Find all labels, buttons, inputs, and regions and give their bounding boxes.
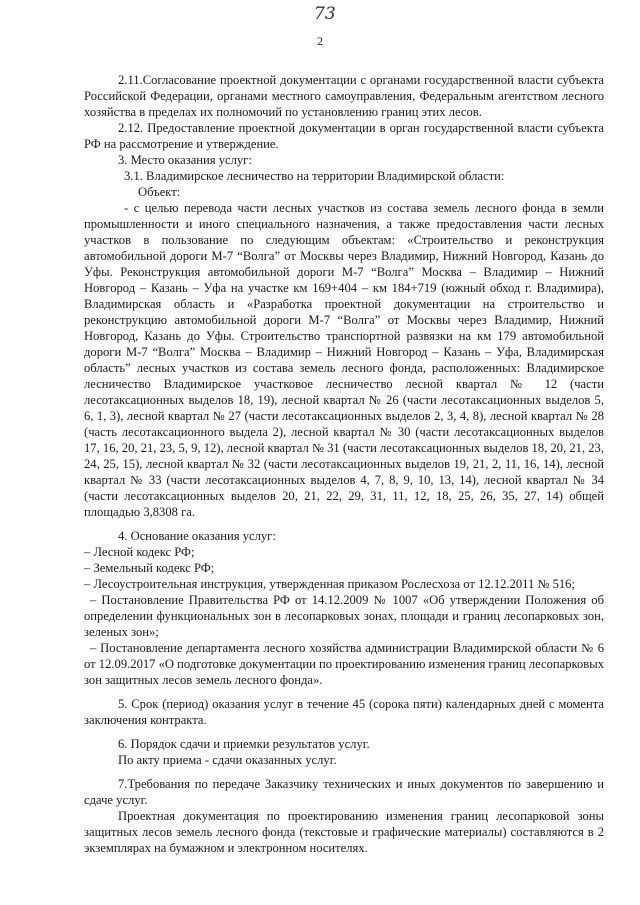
document-body — [84, 72, 604, 856]
section-5: 5. Срок (период) оказания услуг в течение 45 (сорока пяти) календарных дней с момента заключения контракта. — [84, 697, 604, 727]
paragraph-2-12: 2.12. Предоставление проектной документации в орган государственной власти субъекта РФ на рассмотрение и утверждение. — [84, 121, 604, 151]
section-4-heading: 4. Основание оказания услуг: — [118, 529, 276, 543]
paragraph-3-1: 3.1. Владимирское лесничество на территории Владимирской области: — [124, 169, 505, 183]
page-number: 2 — [317, 34, 323, 48]
basis-item-government-decree: – Постановление Правительства РФ от 14.12.2009 № 1007 «Об утверждении Положения об определении функциональных зон в лесопарковых зонах, площади и границ лесопарковых зон, зеленых зон»; — [84, 593, 604, 639]
section-6-text: По акту приема - сдачи оказанных услуг. — [118, 753, 337, 767]
object-label: Объект: — [138, 185, 181, 199]
basis-item-department-decree: – Постановление департамента лесного хозяйства администрации Владимирской области № 6 от 12.09.2017 «О подготовке документации по проектированию изменения границ лесопарковых зон защитных лесов земель лесного фонда». — [84, 641, 604, 687]
basis-item-land-code: – Земельный кодекс РФ; — [84, 561, 215, 575]
paragraph-2-11: 2.11.Согласование проектной документации с органами государственной власти субъекта Российской Федерации, органами местного самоуправления, Федеральным агентством лесного хозяйства в пределах их полномочий по установлению границ этих лесов. — [84, 73, 604, 119]
section-7-heading: 7.Требования по передаче Заказчику технических и иных документов по завершению и сдаче услуг. — [84, 777, 604, 807]
object-description: - с целью перевода части лесных участков из состава земель лесного фонда в земли промышленности и иного специального назначения, а также предоставления части лесных участков в пользование по следующим объектам: «Строительство и реконструкция автомобильной дороги М-7 “Волга” от Москвы через Владимир, Нижний Новгород, Казань до Уфы. Реконструкция автомобильной дороги М-7 “Волга” Москва – Владимир – Нижний Новгород – Казань – Уфа на участке км 169+404 – км 184+719 (южный обход г. Владимира), Владимирская область и «Разработка проектной документации на строительство и реконструкцию автомобильной дороги М-7 “Волга” от Москвы через Владимир, Нижний Новгород, Казань до Уфы. Строительство транспортной развязки на км 179 автомобильной дороги М-7 “Волга” Москва – Владимир – Нижний Новгород – Казань – Уфа, Владимирская область” лесных участков из состава земель лесного фонда, расположенных: Владимирское лесничество Владимирское участковое лесничество лесной квартал № 12 (части лесотаксационных выделов 18, 19), лесной квартал № 26 (части лесотаксационных выделов 5, 6, 1, 3), лесной квартал № 27 (части лесотаксационных выделов 2, 3, 4, 8), лесной квартал № 28 (часть лесотаксационного выдела 2), лесной квартал № 30 (части лесотаксационных выделов 17, 16, 20, 21, 23, 5, 9, 12), лесной квартал № 31 (части лесотаксационных выделов 18, 20, 21, 23, 24, 25, 15), лесной квартал № 32 (части лесотаксационных выделов 19, 21, 2, 11, 16, 14), лесной квартал № 33 (части лесотаксационных выделов 4, 7, 8, 9, 10, 13, 14), лесной квартал № 34 (части лесотаксационных выделов 20, 21, 22, 29, 31, 11, 12, 18, 25, 26, 35, 27, 14) общей площадью 3,8308 га. — [84, 201, 604, 519]
handwritten-page-number: 73 — [314, 4, 336, 24]
section-3-heading: 3. Место оказания услуг: — [118, 153, 252, 167]
section-6-heading: 6. Порядок сдачи и приемки результатов услуг. — [118, 737, 370, 751]
basis-item-instruction: – Лесоустроительная инструкция, утвержденная приказом Рослесхоза от 12.12.2011 № 516; — [84, 577, 575, 591]
section-7-text: Проектная документация по проектированию изменения границ лесопарковой зоны защитных лесов земель лесного фонда (текстовые и графические материалы) составляются в 2 экземплярах на бумажном и электронном носителях. — [84, 809, 604, 855]
basis-item-forest-code: – Лесной кодекс РФ; — [84, 545, 195, 559]
